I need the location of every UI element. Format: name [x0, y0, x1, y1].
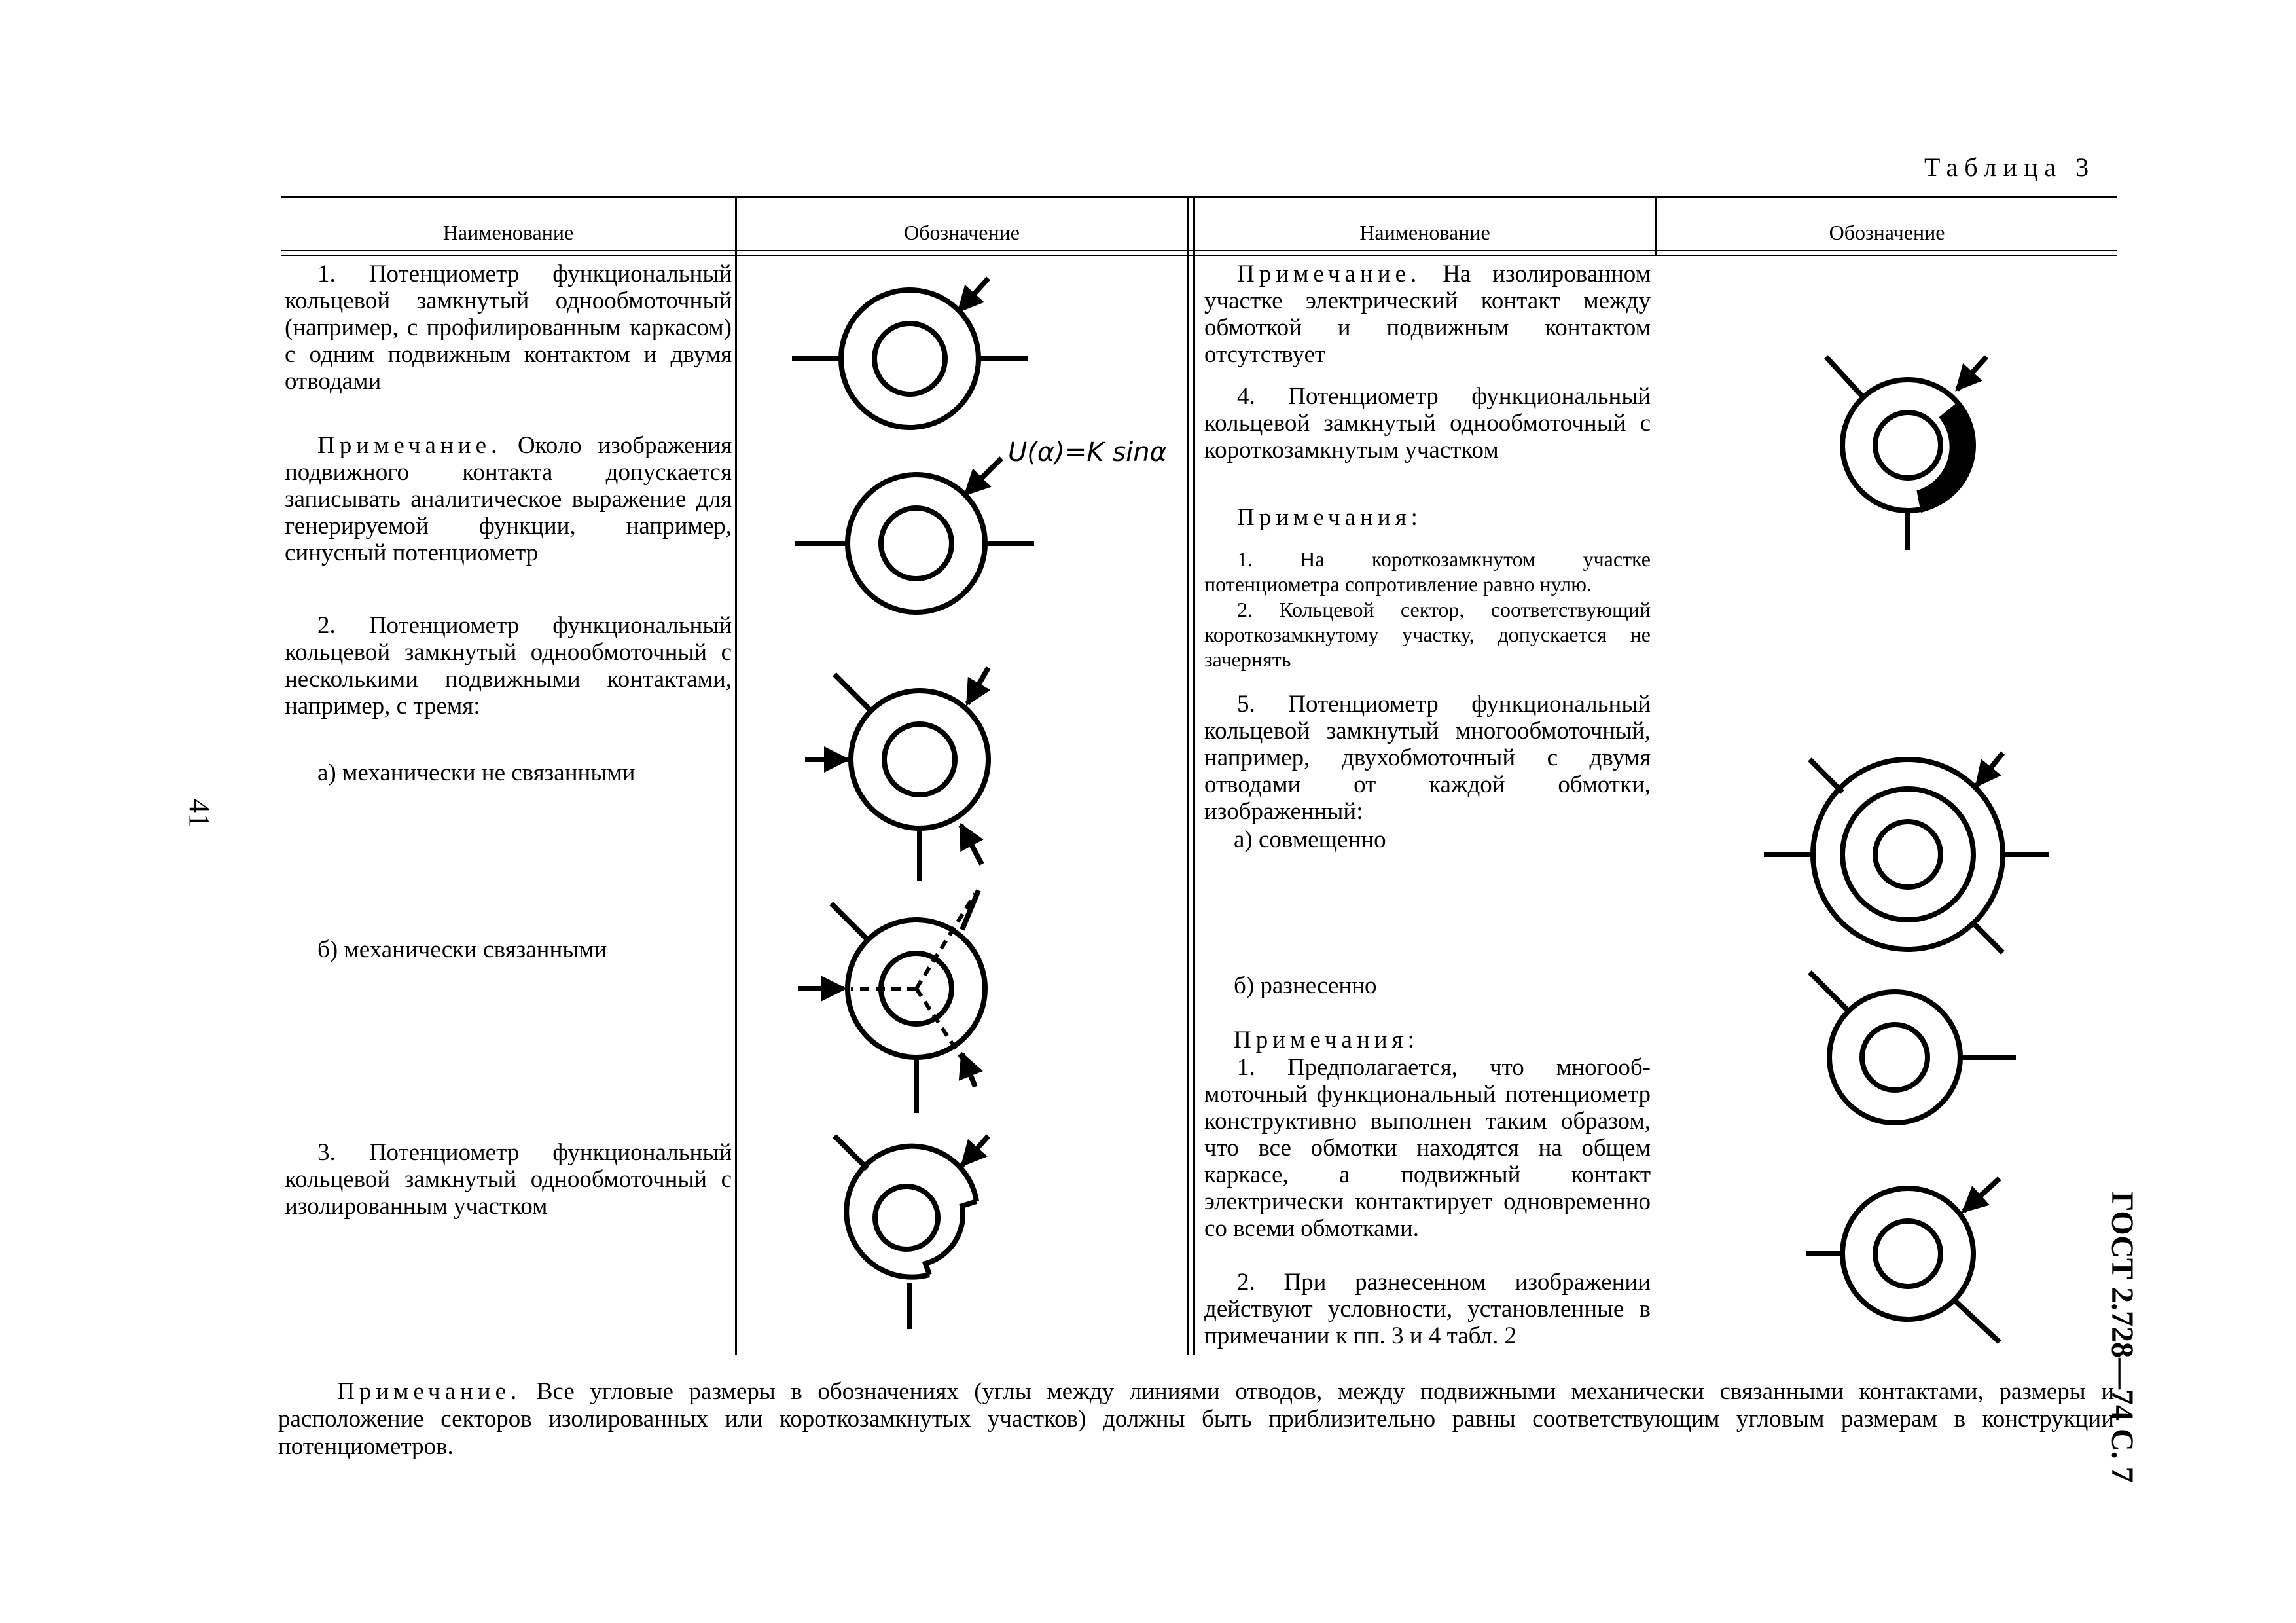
- potentiometer-symbol-1: [792, 278, 1028, 428]
- note-1-label: Примечание.: [317, 432, 502, 459]
- notes-5-label: Примечания:: [1234, 1027, 1419, 1053]
- potentiometer-symbol-4: [1826, 357, 1986, 550]
- page-number: 41: [183, 799, 215, 828]
- footnote-label: Примечание.: [337, 1378, 522, 1405]
- potentiometer-symbol-2b: [798, 890, 985, 1113]
- notes-4-label: Примечания:: [1237, 504, 1422, 531]
- footnote-text: Все угловые размеры в обозначениях (углы между линиями отводов, между подвижными механически связанными контактами, размеры и расположение секторов изолированных или короткозамкнутых участков) должны быть приблизительно равны соответствующим угловым размерам в конструкции потенциометров.: [278, 1378, 2114, 1460]
- potentiometer-symbol-5a: [1764, 753, 2049, 953]
- header-symbol-left: Обозначение: [904, 221, 1020, 244]
- potentiometer-symbol-5b-top: [1810, 972, 2016, 1123]
- note-4-1: 1. На короткозамкнутом участке потенциометра сопротивление равно нулю.: [1204, 547, 1651, 596]
- potentiometer-symbol-2a: [805, 668, 988, 881]
- note-5-1: 1. Предполагается, что многообмоточный функциональный потенциометр конструктивно выполнен таким образом, что все обмотки находятся на общем каркасе, а подвижный контакт электрически контактирует одновременно со всеми обмотками.: [1204, 1054, 1651, 1242]
- item-3-text: 3. Потенциометр функциональный кольцевой замкнутый однообмоточный с изолированным участком: [285, 1139, 732, 1220]
- item-5a-text: а) совмещенно: [1234, 826, 1386, 853]
- header-name-left: Наименование: [442, 221, 574, 244]
- potentiometer-symbol-1-formula: [795, 458, 1034, 612]
- item-5-text: 5. Потенциометр функциональный кольцевой замкнутый многообмоточный, например, двухобмоточный с двумя отводами от каждой обмотки, изображенный:: [1204, 691, 1651, 825]
- note-3-label: Примечание.: [1237, 261, 1422, 287]
- potentiometer-symbol-3: [834, 1136, 988, 1329]
- item-2a-text: а) механически не связанными: [317, 759, 636, 786]
- item-2b-text: б) механически связанными: [317, 936, 607, 963]
- item-5b-text: б) разнесенно: [1234, 972, 1377, 999]
- gost-label: ГОСТ 2.728—74 С. 7: [2105, 1192, 2140, 1483]
- item-2-text: 2. Потенциометр функциональный кольцевой замкнутый однообмоточный с несколькими подвижными контактами, например, с тремя:: [285, 612, 732, 720]
- item-4-text: 4. Потенциометр функциональный кольцевой замкнутый однообмоточный с короткозамкнутым участком: [1204, 383, 1651, 464]
- header-symbol-right: Обозначение: [1829, 221, 1945, 244]
- formula-label: U(α)=K sinα: [1008, 437, 1167, 467]
- note-5-2: 2. При разнесенном изображении действуют условности, установленные в примечании к пп. 3 и 4 табл. 2: [1204, 1269, 1651, 1349]
- note-3-text: На изолированном участке электрический контакт между обмоткой и подвижным контактом отсутствует: [1204, 261, 1651, 368]
- table-title: Таблица 3: [1924, 153, 2096, 182]
- note-1-text: Около изображения подвижного контакта допускается записывать аналитическое выражение для генерируемой функции, например, синусный потенциометр: [285, 432, 732, 566]
- header-name-right: Наименование: [1359, 221, 1490, 244]
- item-1-text: 1. Потенциометр функциональный кольцевой замкнутый однообмоточный (например, с профилированным каркасом) с одним подвижным контактом и двумя отводами: [285, 261, 732, 395]
- note-4-2: 2. Кольцевой сектор, соответствующий короткозамкнутому участку, допускается не зачернять: [1204, 598, 1651, 671]
- potentiometer-symbol-5b-bottom: [1806, 1178, 2000, 1342]
